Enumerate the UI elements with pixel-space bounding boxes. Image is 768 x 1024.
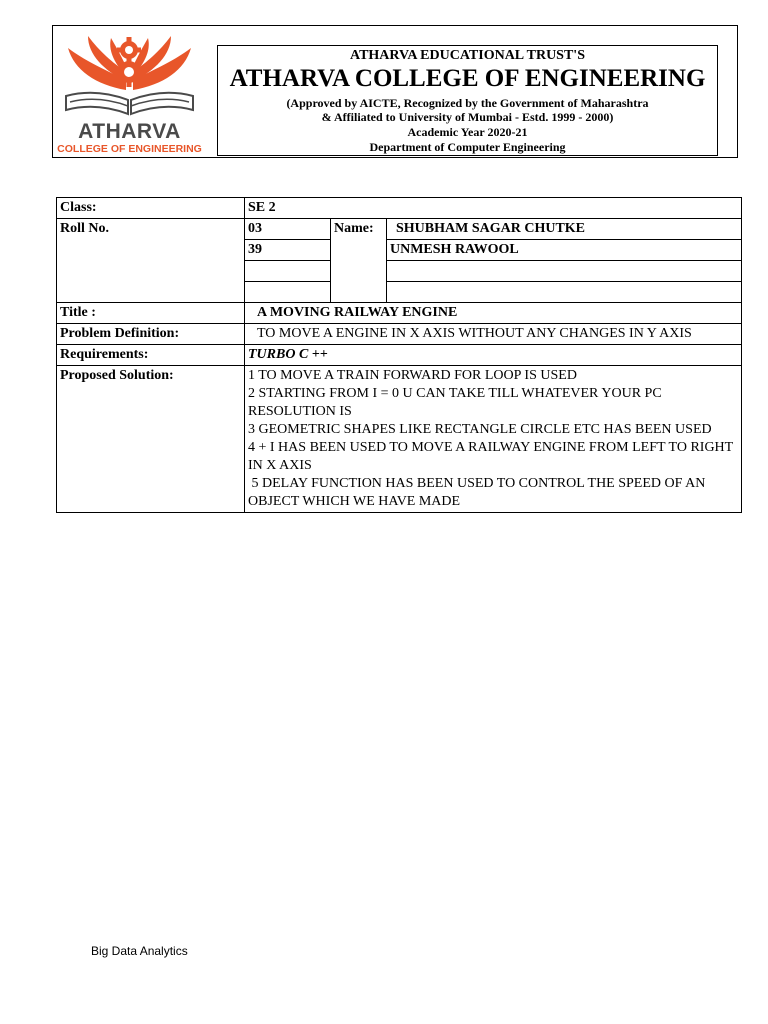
approval-line: (Approved by AICTE, Recognized by the Government of Maharashtra (286, 96, 649, 110)
problem-value: TO MOVE A ENGINE IN X AXIS WITHOUT ANY CHANGES IN Y AXIS (245, 324, 742, 345)
table-row (57, 345, 742, 366)
table-row (57, 198, 742, 219)
class-label: Class: (57, 198, 245, 219)
solution-line: 4 + I HAS BEEN USED TO MOVE A RAILWAY ENGINE FROM LEFT TO RIGHT IN X AXIS (248, 440, 733, 473)
problem-label: Problem Definition: (57, 324, 245, 345)
title-label: Title : (57, 303, 245, 324)
logo-emblem-icon (56, 30, 203, 120)
class-value: SE 2 (245, 198, 742, 219)
roll-number: 39 (245, 240, 331, 261)
title-value: A MOVING RAILWAY ENGINE (245, 303, 742, 324)
roll-number (245, 282, 331, 303)
solution-list (245, 366, 742, 513)
academic-year: Academic Year 2020-21 (407, 125, 528, 139)
experiment-info-table (56, 197, 742, 513)
roll-number (245, 261, 331, 282)
roll-number: 03 (245, 219, 331, 240)
solution-line: 3 GEOMETRIC SHAPES LIKE RECTANGLE CIRCLE ETC HAS BEEN USED (248, 422, 712, 437)
student-name (387, 261, 742, 282)
college-logo (56, 30, 203, 154)
table-row (57, 219, 742, 240)
solution-line: 2 STARTING FROM I = 0 U CAN TAKE TILL WHATEVER YOUR PC RESOLUTION IS (248, 386, 662, 419)
student-name: SHUBHAM SAGAR CHUTKE (387, 219, 742, 240)
solution-line: 1 TO MOVE A TRAIN FORWARD FOR LOOP IS USED (248, 368, 577, 383)
logo-wordmark: ATHARVA (78, 120, 181, 143)
table-row (57, 324, 742, 345)
college-header (52, 25, 738, 158)
college-name: ATHARVA COLLEGE OF ENGINEERING (229, 65, 706, 92)
student-name: UNMESH RAWOOL (387, 240, 742, 261)
college-title-box (217, 45, 718, 156)
affiliation-line: & Affiliated to University of Mumbai - Estd. 1999 - 2000) (321, 110, 614, 124)
logo-subtitle: COLLEGE OF ENGINEERING (57, 143, 202, 155)
name-label: Name: (331, 219, 387, 303)
solution-line: 5 DELAY FUNCTION HAS BEEN USED TO CONTROL THE SPEED OF AN OBJECT WHICH WE HAVE MADE (248, 476, 709, 509)
department-name: Department of Computer Engineering (369, 140, 566, 154)
table-row (57, 366, 742, 513)
requirements-label: Requirements: (57, 345, 245, 366)
roll-label: Roll No. (57, 219, 245, 303)
table-row (57, 303, 742, 324)
solution-label: Proposed Solution: (57, 366, 245, 513)
page-footer: Big Data Analytics (91, 944, 188, 958)
requirements-value: TURBO C ++ (245, 345, 742, 366)
trust-name: ATHARVA EDUCATIONAL TRUST'S (350, 48, 585, 63)
student-name (387, 282, 742, 303)
